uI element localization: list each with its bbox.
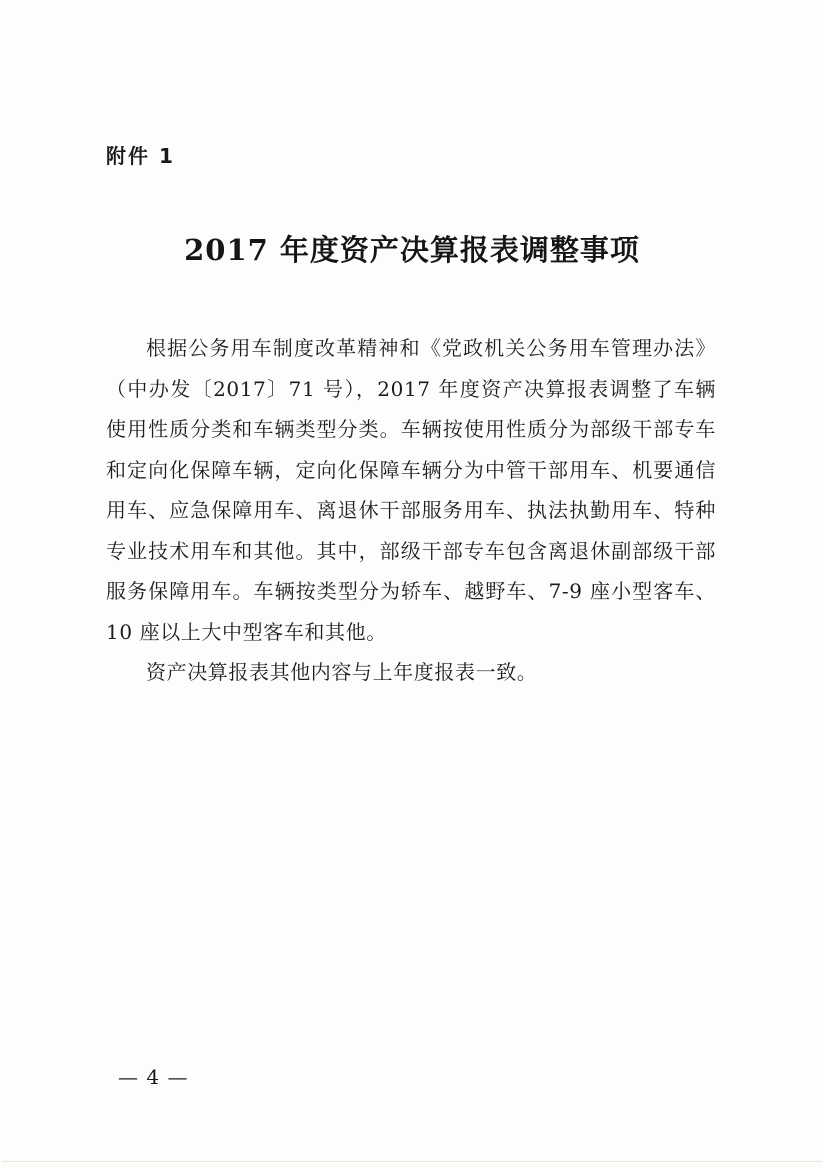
body-paragraph-2: 资产决算报表其他内容与上年度报表一致。 [146, 660, 538, 684]
page-number: — 4 — [118, 1065, 189, 1089]
page-bottom-edge [2, 1161, 822, 1162]
body-paragraph-1: 根据公务用车制度改革精神和《党政机关公务用车管理办法》（中办发〔2017〕71 号），2017 年度资产决算报表调整了车辆使用性质分类和车辆类型分类。车辆按使用性质分为部级干部专车和定向化保障车辆，定向化保障车辆分为中管干部用车、机要通信用车、应急保障用车、离退休干部服务用车、执法执勤用车、特种专业技术用车和其他。其中，部级干部专车包含离退休副部级干部服务保障用车。车辆按类型分为轿车、越野车、7-9 座小型客车、10 座以上大中型客车和其他。 [106, 336, 716, 644]
attachment-label: 附件 1 [106, 144, 175, 168]
document-body [106, 328, 716, 693]
document-title: 2017 年度资产决算报表调整事项 [184, 233, 640, 267]
